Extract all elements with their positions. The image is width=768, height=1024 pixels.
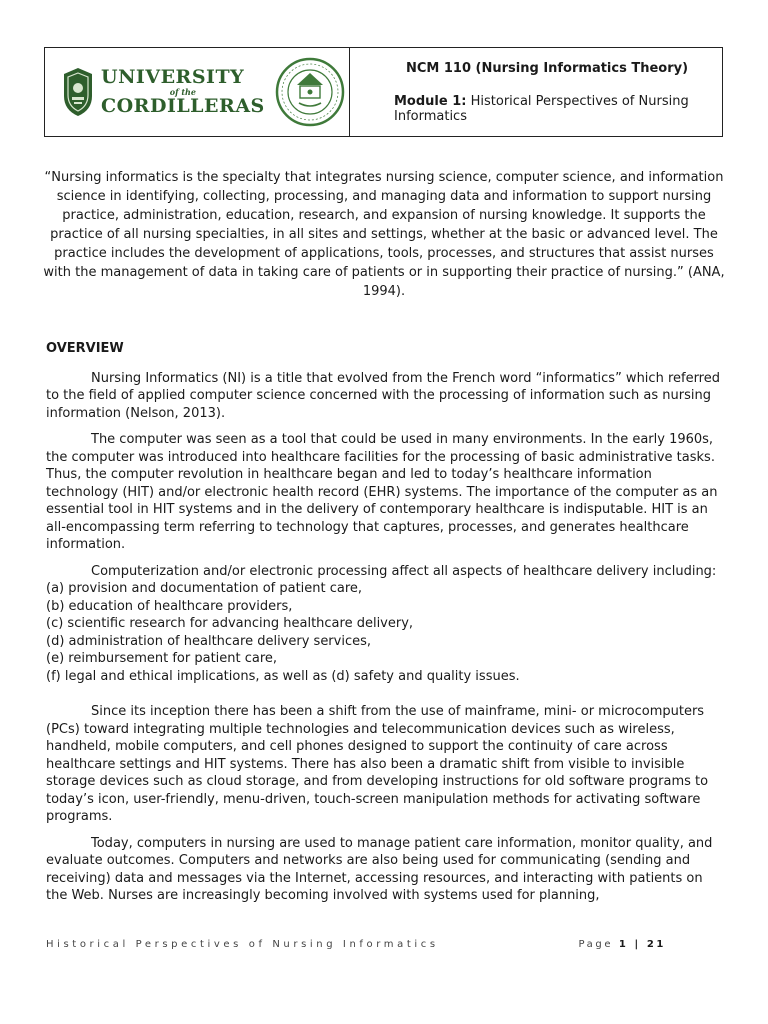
page-number: 1 <box>618 939 629 950</box>
page-total: 21 <box>646 939 666 950</box>
course-title-area <box>350 48 722 136</box>
wordmark-cordilleras: CORDILLERAS <box>101 95 265 117</box>
list-item: (d) administration of healthcare delivery services, <box>46 633 372 649</box>
course-title: NCM 110 (Nursing Informatics Theory) <box>406 60 689 76</box>
wordmark-of-the: of the <box>169 87 196 97</box>
university-logo <box>61 66 265 118</box>
list-item: (b) education of healthcare providers, <box>46 598 293 614</box>
overview-paragraph-1: Nursing Informatics (NI) is a title that evolved from the French word “informatics” which referred to the field of applied computer science concerned with the processing of information such as nursing information (Nelson, 2013). <box>46 370 720 421</box>
ana-definition-quote <box>40 168 728 301</box>
list-item: (a) provision and documentation of patient care, <box>46 581 363 596</box>
overview-paragraph-3: Computerization and/or electronic processing affect all aspects of healthcare delivery including: <box>91 563 717 579</box>
overview-section <box>46 340 724 914</box>
quote-citation: (ANA, 1994). <box>362 265 725 299</box>
logo-area <box>45 48 350 136</box>
page-separator: | <box>628 939 647 950</box>
list-item: (c) scientific research for advancing healthcare delivery, <box>46 616 414 631</box>
page-indicator <box>579 939 667 950</box>
page-header <box>44 47 723 137</box>
list-item: (f) legal and ethical implications, as well as (d) safety and quality issues. <box>46 668 520 684</box>
college-of-nursing-seal-icon <box>275 57 345 127</box>
list-item: (e) reimbursement for patient care, <box>46 651 278 666</box>
quote-text: “Nursing informatics is the specialty that integrates nursing science, computer science, and information science in identifying, collecting, processing, and managing data and information to support nursing practice, administration, education, research, and expansion of nursing knowledge. It supports the practice of all nursing specialties, in all sites and settings, whether at the basic or advanced level. The practice includes the development of applications, tools, processes, and structures that assist nurses with the management of data in taking care of patients or in supporting their practice of nursing.” <box>43 170 724 280</box>
healthcare-aspects-list <box>46 580 724 685</box>
module-line <box>394 94 722 124</box>
university-wordmark <box>101 68 265 116</box>
footer-title: Historical Perspectives of Nursing Informatics <box>46 939 439 950</box>
page-footer <box>46 939 726 950</box>
module-label: Module 1: <box>394 93 467 109</box>
university-crest-icon <box>61 66 95 118</box>
wordmark-university: UNIVERSITY <box>101 66 245 88</box>
module-title: Historical Perspectives of Nursing Informatics <box>394 93 689 124</box>
overview-heading: OVERVIEW <box>46 341 124 356</box>
overview-paragraph-2: The computer was seen as a tool that could be used in many environments. In the early 1960s, the computer was introduced into healthcare facilities for the processing of basic administrative tasks. Thus, the computer revolution in healthcare began and led to today’s healthcare information technology (HIT) and/or electronic health record (EHR) systems. The importance of the computer as an essential tool in HIT systems and in the delivery of contemporary healthcare is indisputable. HIT is an all-encompassing term referring to technology that captures, processes, and generates healthcare information. <box>46 432 718 552</box>
overview-paragraph-4: Since its inception there has been a shift from the use of mainframe, mini- or microcomputers (PCs) toward integrating multiple technologies and telecommunication devices such as wireless, handheld, mobile computers, and cell phones designed to support the continuity of care across healthcare settings and HIT systems. There has also been a dramatic shift from visible to invisible storage devices such as cloud storage, and from developing instructions for old software programs to today’s icon, user-friendly, menu-driven, touch-screen manipulation methods for activating software programs. <box>46 704 709 824</box>
page-label: Page <box>578 939 619 950</box>
overview-paragraph-5: Today, computers in nursing are used to manage patient care information, monitor quality, and evaluate outcomes. Computers and networks are also being used for communicating (sending and receiving) data and messages via the Internet, accessing resources, and interacting with patients on the Web. Nurses are increasingly becoming involved with systems used for planning, <box>46 835 713 903</box>
